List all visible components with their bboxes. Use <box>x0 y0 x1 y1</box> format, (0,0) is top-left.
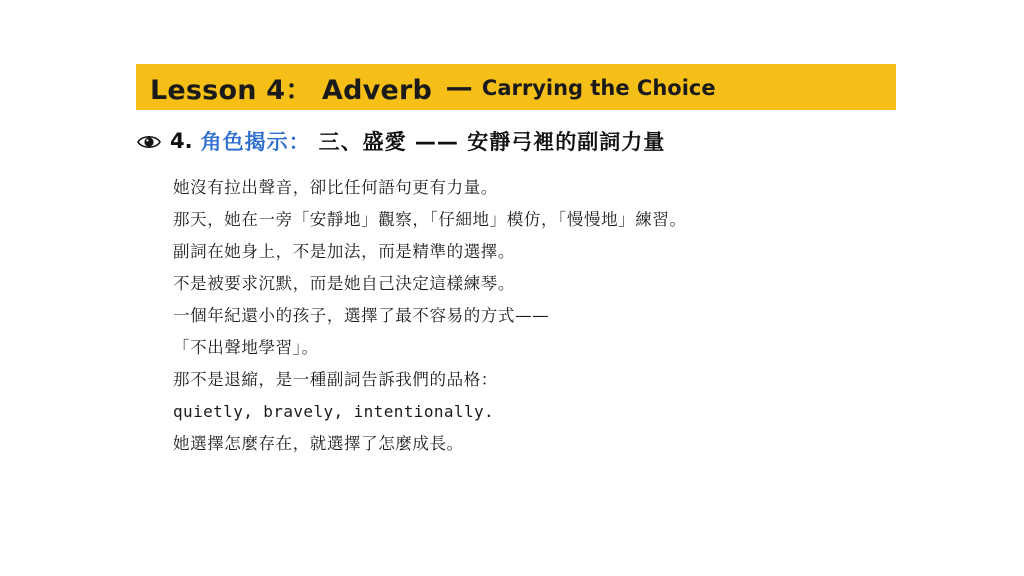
body-line: 副詞在她身上，不是加法，而是精準的選擇。 <box>173 242 515 261</box>
body-line: 那天，她在一旁「安靜地」觀察，「仔細地」模仿，「慢慢地」練習。 <box>173 210 687 229</box>
body-line: 那不是退縮，是一種副詞告訴我們的品格： <box>173 370 498 389</box>
body-text-block <box>173 172 873 460</box>
body-line-adverbs: quietly, bravely, intentionally. <box>173 402 495 421</box>
eye-icon <box>136 131 162 153</box>
heading-number: 4. <box>170 129 193 153</box>
title-banner <box>136 64 896 110</box>
title-subtitle-text: Carrying the Choice <box>474 76 716 100</box>
title-main-text: Lesson 4： Adverb <box>150 74 442 106</box>
body-line: 她沒有拉出聲音，卻比任何語句更有力量。 <box>173 178 498 197</box>
body-line: 不是被要求沉默，而是她自己決定這樣練琴。 <box>173 274 515 293</box>
body-line: 她選擇怎麼存在，就選擇了怎麼成長。 <box>173 434 464 453</box>
heading-highlight-text: 角色揭示： <box>200 130 311 154</box>
title-dash: — <box>445 71 473 103</box>
section-heading <box>136 126 665 156</box>
heading-main-text: 三、盛愛 —— 安靜弓裡的副詞力量 <box>318 130 666 154</box>
body-line: 一個年紀還小的孩子，選擇了最不容易的方式—— <box>173 306 550 325</box>
body-line: 「不出聲地學習」。 <box>173 338 319 357</box>
